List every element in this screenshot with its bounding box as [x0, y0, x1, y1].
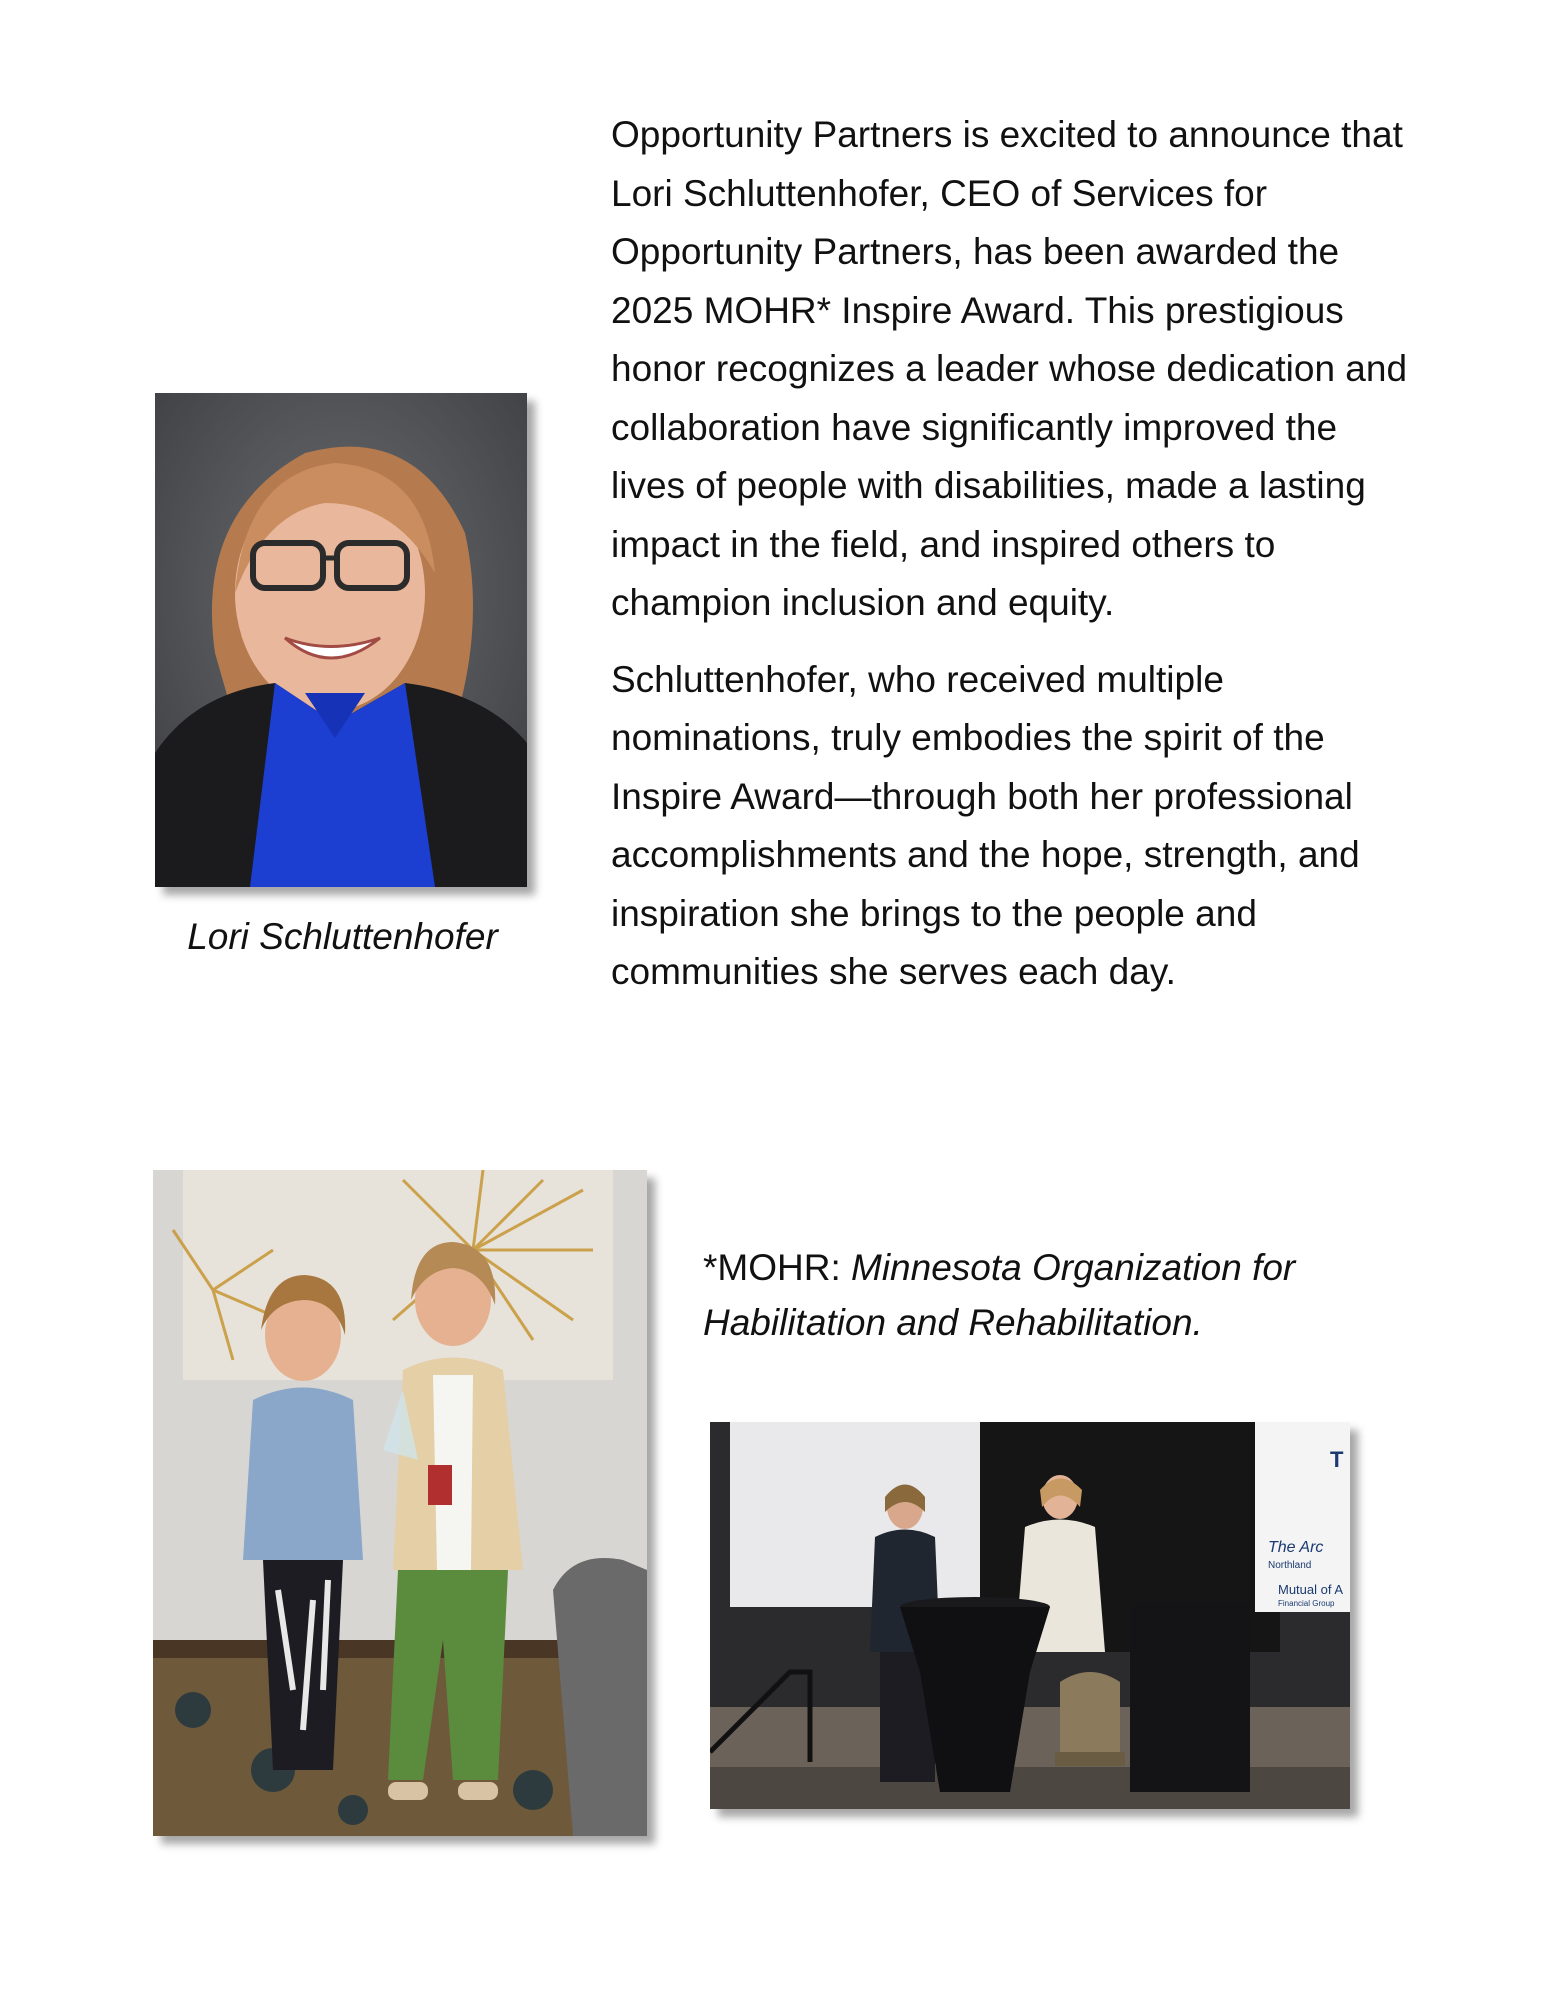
banner-text-arc: The Arc [1268, 1539, 1324, 1556]
award-photo [153, 1170, 647, 1836]
portrait-photo [155, 393, 527, 887]
footnote-term: *MOHR: [703, 1247, 841, 1288]
banner-text-financial: Financial Group [1278, 1599, 1335, 1608]
stage-photo [710, 1422, 1350, 1809]
banner-text-mutual: Mutual of A [1278, 1582, 1344, 1597]
banner-text-northland: Northland [1268, 1560, 1312, 1571]
article-paragraph-2: Schluttenhofer, who received multiple nominations, truly embodies the spirit of the Inspire Award—through both her professional accomplishments and the hope, strength, and inspiration she brings to the people and communities she serves each day. [611, 658, 1360, 992]
article-body [611, 106, 1411, 1002]
footnote [703, 1240, 1423, 1350]
footnote-definition: Minnesota Organization for Habilitation and Rehabilitation. [703, 1247, 1296, 1343]
banner-text-t: T [1330, 1447, 1344, 1472]
article-paragraph-1: Opportunity Partners is excited to announce that Lori Schluttenhofer, CEO of Services for Opportunity Partners, has been awarded the 2025 MOHR* Inspire Award. This prestigious honor recognizes a leader whose dedication and collaboration have significantly improved the lives of people with disabilities, made a lasting impact in the field, and inspired others to champion inclusion and equity. [611, 114, 1408, 623]
portrait-caption: Lori Schluttenhofer [187, 916, 498, 957]
